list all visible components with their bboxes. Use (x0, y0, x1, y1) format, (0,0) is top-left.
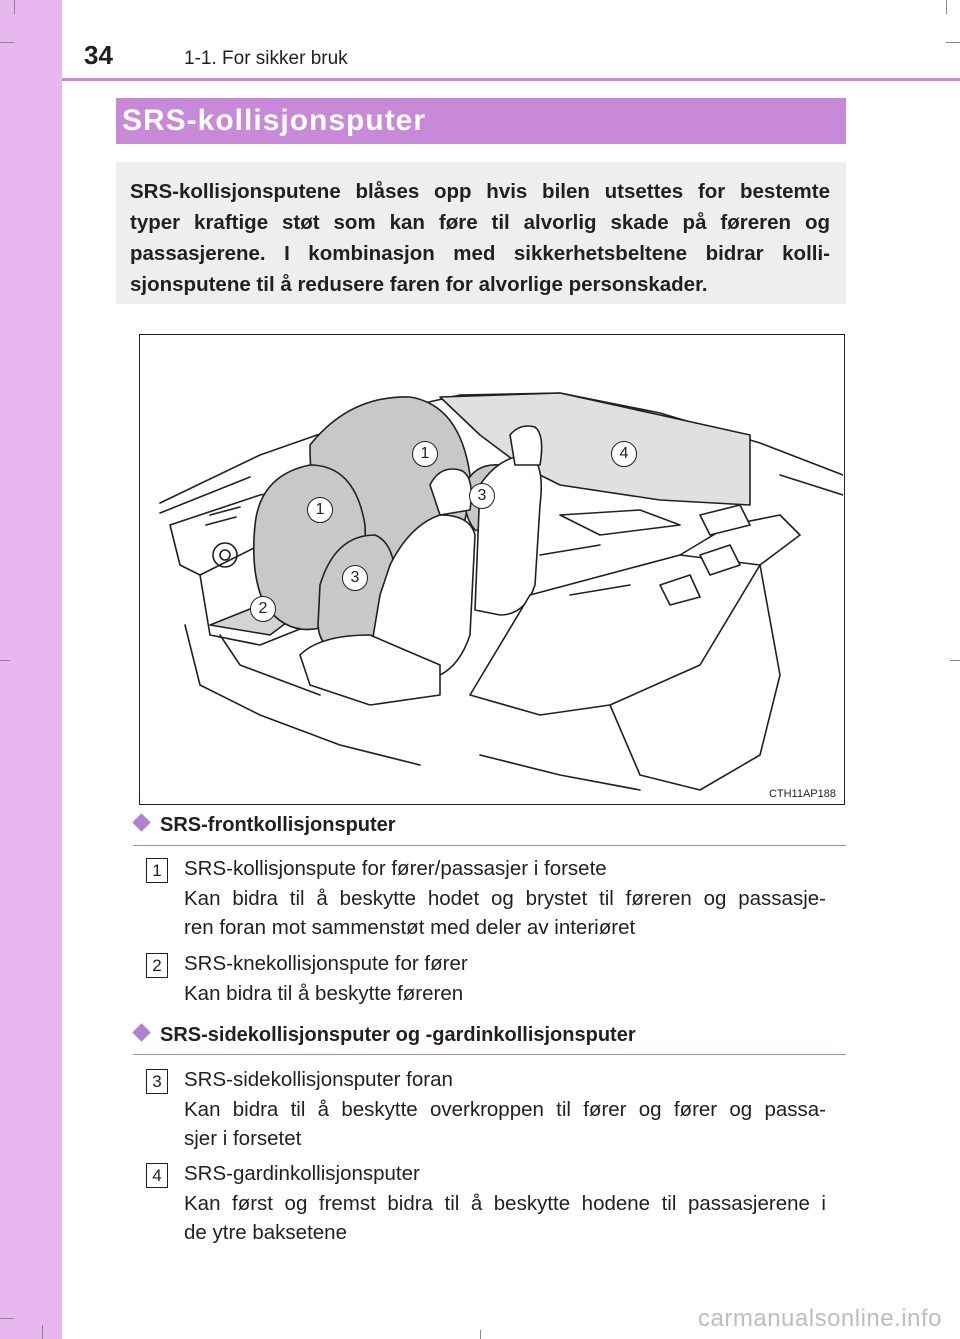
list-item (184, 949, 826, 1008)
crop-mark (14, 0, 15, 14)
item-number: 3 (146, 1069, 168, 1094)
heading-rule (133, 845, 846, 846)
intro-line: sjonsputene til å redusere faren for alvorlige personskader. (130, 273, 708, 296)
header-rule (62, 78, 960, 81)
item-desc-line: sjer i forsetet (184, 1127, 302, 1150)
page-number: 34 (84, 40, 113, 70)
intro-text (130, 176, 830, 300)
airbag-illustration (139, 334, 845, 805)
crop-mark (480, 1330, 481, 1339)
intro-box (116, 162, 846, 304)
section-heading (133, 814, 396, 837)
callout-1: 1 (307, 497, 333, 523)
item-title: SRS-sidekollisjonsputer foran (184, 1068, 453, 1091)
section-heading-text: SRS-frontkollisjonsputer (160, 814, 396, 836)
item-title: SRS-gardinkollisjonsputer (184, 1162, 420, 1185)
callout-2: 2 (250, 596, 276, 622)
callout-3: 3 (342, 565, 368, 591)
crop-mark (950, 660, 960, 661)
crop-mark (946, 42, 960, 43)
section-label: 1-1. For sikker bruk (184, 48, 348, 69)
intro-line: typer kraftige støt som kan føre til alvorlig skade på føreren og (130, 211, 830, 234)
item-number: 4 (146, 1163, 168, 1188)
crop-mark (42, 1325, 43, 1339)
crop-mark (0, 1318, 14, 1319)
item-desc-line: Kan bidra til å beskytte føreren (184, 981, 464, 1005)
diamond-icon (132, 1023, 150, 1041)
crop-mark (0, 660, 10, 661)
page-side-tab (0, 0, 62, 1339)
item-desc-line: ren foran mot sammenstøt med deler av interiøret (184, 916, 636, 939)
section-heading-text: SRS-sidekollisjonsputer og -gardinkollisjonsputer (160, 1024, 636, 1046)
section-heading (133, 1024, 636, 1047)
intro-line: SRS-kollisjonsputene blåses opp hvis bilen utsettes for bestemte (130, 180, 830, 203)
figure-code: CTH11AP188 (768, 788, 836, 800)
heading-rule (133, 1054, 846, 1055)
list-item (184, 1065, 826, 1154)
item-number: 2 (146, 953, 168, 978)
item-desc-line: Kan bidra til å beskytte hodet og brystet til føreren og passasje- (184, 886, 826, 910)
item-desc-line: Kan bidra til å beskytte overkroppen til fører og fører og passa- (184, 1097, 826, 1121)
item-title: SRS-knekollisjonspute for fører (184, 952, 468, 975)
diamond-icon (132, 813, 150, 831)
list-item (184, 1159, 826, 1248)
callout-4: 4 (611, 441, 637, 467)
intro-line: passasjerene. I kombinasjon med sikkerhetsbeltene bidrar kolli- (130, 242, 830, 265)
item-desc-line: Kan først og fremst bidra til å beskytte hodene til passasjerene i (184, 1191, 826, 1215)
callout-1: 1 (412, 441, 438, 467)
callout-3: 3 (469, 483, 495, 509)
item-title: SRS-kollisjonspute for fører/passasjer i forsete (184, 857, 607, 880)
list-item (184, 854, 826, 943)
crop-mark (0, 42, 14, 43)
crop-mark (946, 0, 947, 14)
item-number: 1 (146, 858, 168, 883)
car-interior-drawing (140, 335, 843, 803)
item-desc-line: de ytre baksetene (184, 1221, 347, 1244)
page-title: SRS-kollisjonsputer (122, 104, 427, 137)
watermark: carmanualsonline.info (698, 1305, 942, 1332)
